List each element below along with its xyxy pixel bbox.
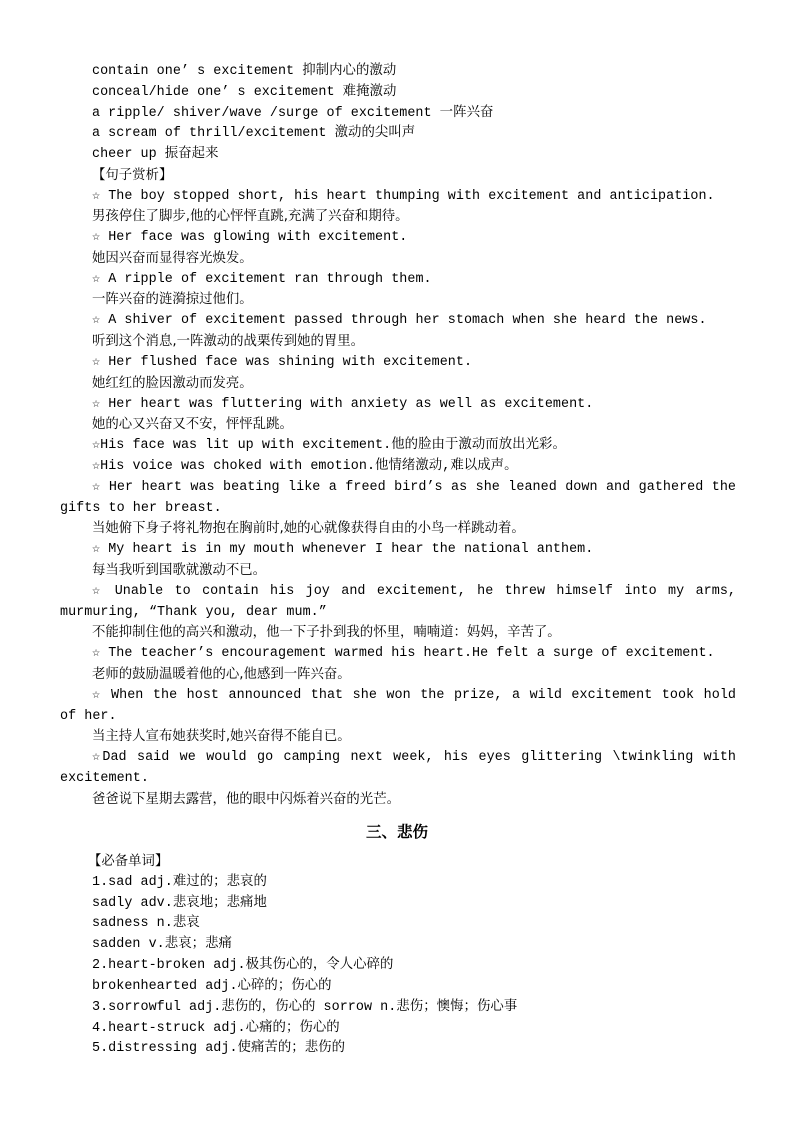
sentence-en: ☆ Her flushed face was shining with excitement. [92, 355, 473, 370]
sentence-en: ☆ The boy stopped short, his heart thumping with excitement and anticipation. [92, 189, 715, 204]
vocab-line: sadness n.悲哀 [92, 916, 200, 931]
sentence-cn: 当主持人宣布她获奖时,她兴奋得不能自已。 [92, 729, 351, 744]
phrase-line: cheer up 振奋起来 [92, 147, 219, 162]
sentence-cn: 每当我听到国歌就激动不已。 [92, 563, 267, 578]
sentence-cn: 爸爸说下星期去露营，他的眼中闪烁着兴奋的光芒。 [92, 792, 400, 807]
vocab-line: 1.sad adj.难过的；悲哀的 [92, 875, 267, 890]
sentence-cn: 听到这个消息,一阵激动的战栗传到她的胃里。 [92, 334, 365, 349]
sentence-en: ☆Dad said we would go camping next week, his eyes glittering \twinkling with excitement. [60, 750, 736, 786]
sentence-cn: 当她俯下身子将礼物抱在胸前时,她的心就像获得自由的小鸟一样跳动着。 [92, 521, 525, 536]
phrase-line: a ripple/ shiver/wave /surge of excitement 一阵兴奋 [92, 106, 494, 121]
section-title: 三、悲伤 [365, 823, 428, 841]
phrase-line: contain one’ s excitement 抑制内心的激动 [92, 64, 397, 79]
sentence-en: ☆ A shiver of excitement passed through her stomach when she heard the news. [92, 313, 707, 328]
vocab-heading: 【必备单词】 [88, 854, 169, 869]
sentence-cn: 老师的鼓励温暖着他的心,他感到一阵兴奋。 [92, 667, 351, 682]
sentence-en: ☆ Her heart was fluttering with anxiety as well as excitement. [92, 397, 594, 412]
sentence-en: ☆ Her face was glowing with excitement. [92, 230, 408, 245]
sentence-en: ☆His face was lit up with excitement.他的脸由于激动而放出光彩。 [92, 438, 566, 453]
sentence-en: ☆ A ripple of excitement ran through them. [92, 272, 432, 287]
phrase-line: a scream of thrill/excitement 激动的尖叫声 [92, 126, 416, 141]
sentence-cn: 她因兴奋而显得容光焕发。 [92, 251, 253, 266]
sentence-heading: 【句子赏析】 [92, 168, 173, 183]
sentence-en: ☆ My heart is in my mouth whenever I hear the national anthem. [92, 542, 594, 557]
sentence-cn: 她红红的脸因激动而发亮。 [92, 376, 253, 391]
vocab-line: 3.sorrowful adj.悲伤的，伤心的 sorrow n.悲伤；懊悔；伤心事 [92, 1000, 518, 1015]
sentence-cn: 她的心又兴奋又不安，怦怦乱跳。 [92, 417, 293, 432]
sentence-en: ☆ Unable to contain his joy and excitement, he threw himself into my arms, murmuring, “Thank you, dear mum.” [60, 584, 736, 620]
vocab-line: sadden v.悲哀；悲痛 [92, 937, 232, 952]
vocab-line: 2.heart-broken adj.极其伤心的，令人心碎的 [92, 958, 394, 973]
vocab-line: 4.heart-struck adj.心痛的；伤心的 [92, 1021, 340, 1036]
vocab-line: brokenhearted adj.心碎的；伤心的 [92, 979, 332, 994]
sentence-en: ☆ When the host announced that she won the prize, a wild excitement took hold of her. [60, 688, 736, 724]
vocab-line: sadly adv.悲哀地；悲痛地 [92, 896, 267, 911]
sentence-en: ☆ Her heart was beating like a freed bird’s as she leaned down and gathered the gifts to her breast. [60, 480, 736, 516]
phrase-line: conceal/hide one’ s excitement 难掩激动 [92, 85, 397, 100]
vocab-line: 5.distressing adj.使痛苦的；悲伤的 [92, 1041, 346, 1056]
sentence-en: ☆His voice was choked with emotion.他情绪激动,难以成声。 [92, 459, 518, 474]
sentence-en: ☆ The teacher’s encouragement warmed his heart.He felt a surge of excitement. [92, 646, 715, 661]
sentence-cn: 男孩停住了脚步,他的心怦怦直跳,充满了兴奋和期待。 [92, 209, 409, 224]
sentence-cn: 一阵兴奋的涟漪掠过他们。 [92, 292, 253, 307]
sentence-cn: 不能抑制住他的高兴和激动，他一下子扑到我的怀里，喃喃道：妈妈，辛苦了。 [92, 625, 561, 640]
